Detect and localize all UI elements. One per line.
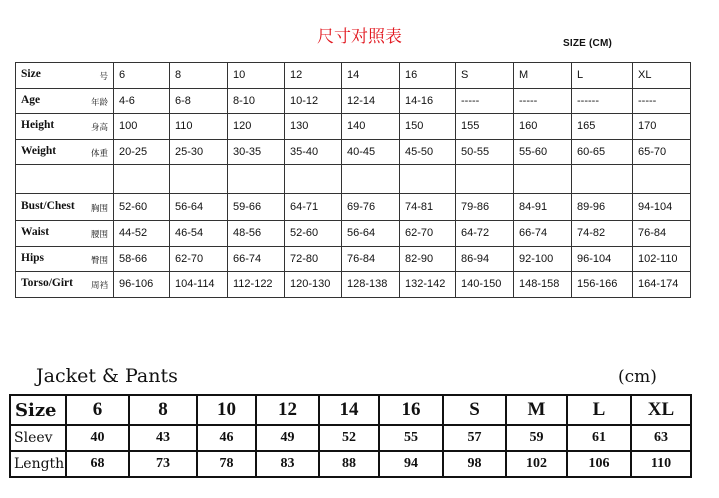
table-cell: 92-100	[514, 246, 572, 272]
table-cell: 110	[631, 451, 691, 477]
chart-title: 尺寸对照表	[317, 27, 402, 47]
table-cell: 16	[400, 63, 456, 89]
table-cell: 120-130	[285, 272, 342, 298]
table-cell: 45-50	[400, 139, 456, 165]
table-cell: 76-84	[633, 221, 691, 247]
table-cell: 55-60	[514, 139, 572, 165]
row-label	[16, 194, 114, 221]
table-cell: 10-12	[285, 88, 342, 114]
row-label-zh: 臀围	[90, 255, 108, 266]
table-cell: 66-74	[228, 246, 285, 272]
table-cell	[285, 165, 342, 194]
table-cell	[114, 165, 170, 194]
table-row	[16, 246, 691, 272]
table-cell: 76-84	[342, 246, 400, 272]
table-cell: 46-54	[170, 221, 228, 247]
table-cell: 82-90	[400, 246, 456, 272]
table-cell: 102	[506, 451, 567, 477]
table-cell: 96-104	[572, 246, 633, 272]
table-cell: 120	[228, 114, 285, 140]
table-cell: M	[514, 63, 572, 89]
row-label	[16, 114, 114, 140]
table-row	[16, 139, 691, 165]
table-cell: 64-72	[456, 221, 514, 247]
table-cell: 88	[319, 451, 379, 477]
table-cell: M	[506, 395, 567, 425]
table-cell: 63	[631, 425, 691, 451]
row-label	[16, 221, 114, 247]
table-cell: 20-25	[114, 139, 170, 165]
table-cell: 14	[342, 63, 400, 89]
row-label-zh: 周裆	[90, 281, 108, 292]
table-cell: 112-122	[228, 272, 285, 298]
table-cell: XL	[633, 63, 691, 89]
table-cell: 140	[342, 114, 400, 140]
table-cell: 12	[285, 63, 342, 89]
table-row	[16, 221, 691, 247]
table-cell: 96-106	[114, 272, 170, 298]
table-cell: -----	[456, 88, 514, 114]
table-cell: 164-174	[633, 272, 691, 298]
row-label-zh: 身高	[90, 123, 108, 134]
table-cell: 6-8	[170, 88, 228, 114]
row-label-en: Weight	[21, 144, 57, 157]
table-row	[10, 395, 691, 425]
row-label: Sleev	[10, 425, 66, 451]
table-row	[16, 272, 691, 298]
table-cell: S	[456, 63, 514, 89]
table-cell: 66-74	[514, 221, 572, 247]
table-cell: 69-76	[342, 194, 400, 221]
row-label-en: Height	[21, 119, 55, 132]
row-label-en: Size	[21, 68, 41, 81]
table-cell: S	[443, 395, 506, 425]
table-cell: 62-70	[400, 221, 456, 247]
row-label	[16, 63, 114, 89]
row-label	[16, 88, 114, 114]
row-label	[16, 246, 114, 272]
table-cell: 110	[170, 114, 228, 140]
table-cell: 128-138	[342, 272, 400, 298]
table-cell	[228, 165, 285, 194]
table-cell: 25-30	[170, 139, 228, 165]
table-cell: 57	[443, 425, 506, 451]
table-cell: 165	[572, 114, 633, 140]
table-cell: 46	[197, 425, 256, 451]
table-cell: 72-80	[285, 246, 342, 272]
table-cell: 84-91	[514, 194, 572, 221]
table-cell: 52	[319, 425, 379, 451]
row-label-zh: 腰围	[90, 230, 108, 241]
table-cell: 56-64	[170, 194, 228, 221]
table-cell: -----	[514, 88, 572, 114]
table-cell: 10	[228, 63, 285, 89]
table-cell: 14-16	[400, 88, 456, 114]
table-cell: 79-86	[456, 194, 514, 221]
table-cell: 6	[114, 63, 170, 89]
row-label-zh: 年龄	[90, 97, 108, 108]
table-cell: 170	[633, 114, 691, 140]
table-cell: 44-52	[114, 221, 170, 247]
table-cell: 140-150	[456, 272, 514, 298]
table-cell: 65-70	[633, 139, 691, 165]
table-cell: 155	[456, 114, 514, 140]
row-label-en: Torso/Girt	[21, 277, 73, 290]
table-row	[16, 63, 691, 89]
jacket-unit-label: (cm)	[618, 367, 657, 387]
table-row	[10, 425, 691, 451]
table-cell: 14	[319, 395, 379, 425]
table-cell: 40	[66, 425, 129, 451]
table-cell: 6	[66, 395, 129, 425]
table-cell: 104-114	[170, 272, 228, 298]
table-cell: 59-66	[228, 194, 285, 221]
table-cell	[514, 165, 572, 194]
table-cell: 58-66	[114, 246, 170, 272]
table-cell: 8	[129, 395, 197, 425]
table-cell: 48-56	[228, 221, 285, 247]
table-cell: 12-14	[342, 88, 400, 114]
row-label	[16, 165, 114, 194]
row-label-zh: 胸围	[90, 204, 108, 214]
table-cell: 30-35	[228, 139, 285, 165]
table-cell: 62-70	[170, 246, 228, 272]
table-cell: 150	[400, 114, 456, 140]
table-cell	[572, 165, 633, 194]
table-cell: L	[572, 63, 633, 89]
table-cell: 12	[256, 395, 319, 425]
size-chart-table	[15, 62, 691, 298]
row-label: Length	[10, 451, 66, 477]
row-label: Size	[10, 395, 66, 425]
table-cell: 40-45	[342, 139, 400, 165]
table-cell	[342, 165, 400, 194]
row-label-en: Age	[21, 93, 41, 106]
table-cell: 78	[197, 451, 256, 477]
table-cell: 61	[567, 425, 631, 451]
table-cell: 106	[567, 451, 631, 477]
table-cell: 56-64	[342, 221, 400, 247]
table-cell: 4-6	[114, 88, 170, 114]
table-cell: 89-96	[572, 194, 633, 221]
table-row	[10, 451, 691, 477]
table-cell: 86-94	[456, 246, 514, 272]
table-cell: 148-158	[514, 272, 572, 298]
table-cell	[633, 165, 691, 194]
table-cell: 59	[506, 425, 567, 451]
table-cell: 160	[514, 114, 572, 140]
table-cell: 35-40	[285, 139, 342, 165]
table-cell: 8	[170, 63, 228, 89]
row-label	[16, 139, 114, 165]
table-cell	[456, 165, 514, 194]
table-cell: 74-81	[400, 194, 456, 221]
table-cell	[400, 165, 456, 194]
table-cell: 10	[197, 395, 256, 425]
table-cell: 94	[379, 451, 443, 477]
table-row	[16, 88, 691, 114]
row-label-en: Hips	[21, 251, 45, 264]
jacket-pants-title: Jacket & Pants	[36, 365, 178, 387]
table-row	[16, 165, 691, 194]
row-label-en: Bust/Chest	[21, 200, 75, 212]
jacket-pants-table	[9, 394, 692, 478]
table-cell: 52-60	[285, 221, 342, 247]
table-cell: 55	[379, 425, 443, 451]
table-cell: 68	[66, 451, 129, 477]
table-cell: 16	[379, 395, 443, 425]
row-label-zh: 体重	[90, 148, 108, 159]
table-cell: 43	[129, 425, 197, 451]
table-cell: 50-55	[456, 139, 514, 165]
table-cell: 83	[256, 451, 319, 477]
table-cell: L	[567, 395, 631, 425]
row-label-zh: 号	[99, 72, 108, 83]
table-cell: 60-65	[572, 139, 633, 165]
table-cell: 64-71	[285, 194, 342, 221]
table-cell: 74-82	[572, 221, 633, 247]
table-cell: 102-110	[633, 246, 691, 272]
table-cell: XL	[631, 395, 691, 425]
table-cell: 132-142	[400, 272, 456, 298]
table-cell: 98	[443, 451, 506, 477]
table-row	[16, 114, 691, 140]
table-cell: 94-104	[633, 194, 691, 221]
table-cell: 73	[129, 451, 197, 477]
table-cell: 49	[256, 425, 319, 451]
table-cell: ------	[572, 88, 633, 114]
table-row	[16, 194, 691, 221]
table-cell: 130	[285, 114, 342, 140]
table-cell: 100	[114, 114, 170, 140]
row-label-en: Waist	[21, 226, 50, 239]
table-cell	[170, 165, 228, 194]
table-cell: -----	[633, 88, 691, 114]
table-cell: 52-60	[114, 194, 170, 221]
size-unit-label: SIZE (CM)	[563, 38, 613, 49]
table-cell: 8-10	[228, 88, 285, 114]
row-label	[16, 272, 114, 298]
table-cell: 156-166	[572, 272, 633, 298]
